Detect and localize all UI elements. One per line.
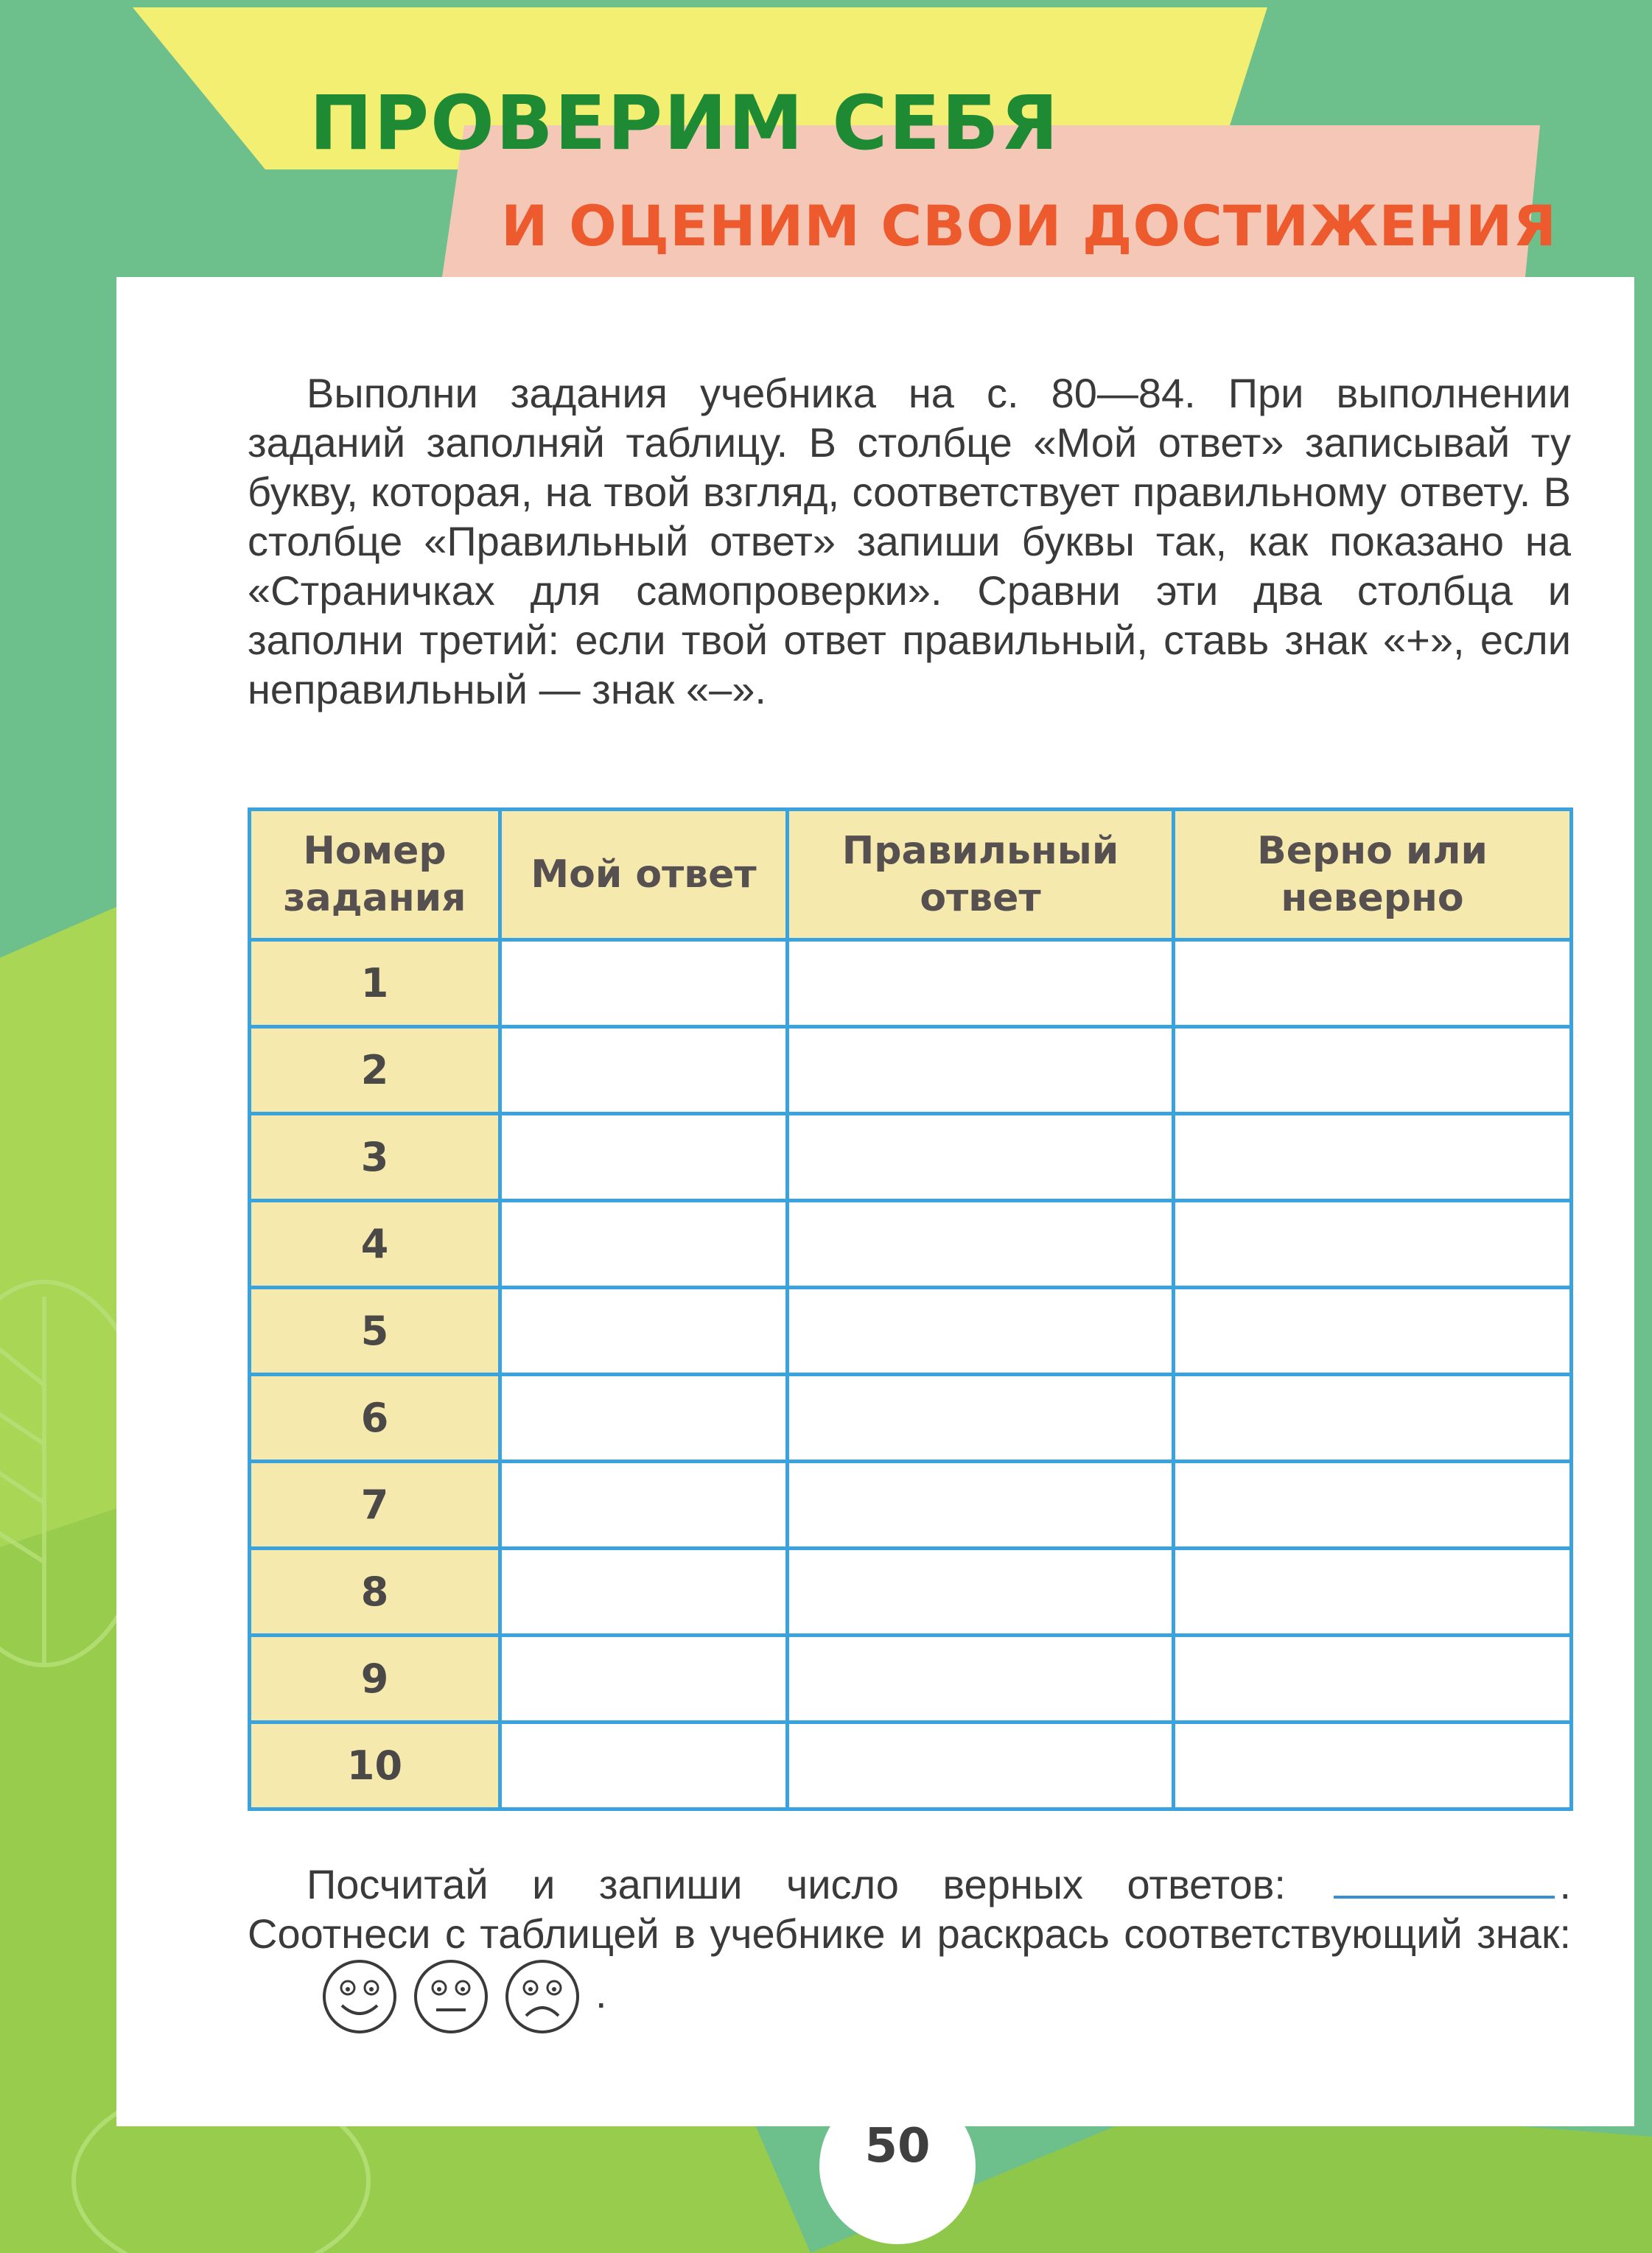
correct-answer-cell[interactable] [788,940,1174,1027]
task-number: 3 [250,1114,500,1201]
smile-face-icon[interactable] [321,1958,398,2035]
task-number: 6 [250,1375,500,1462]
my-answer-cell[interactable] [500,1201,788,1288]
footer-text: Посчитай и запиши число верных ответов: . Соотнеси с таблицей в учебнике и раскрась соответствующий знак:. [248,1860,1571,2035]
task-number: 4 [250,1201,500,1288]
neutral-face-icon[interactable] [413,1958,489,2035]
answers-table [248,807,1573,1811]
table-row [250,1375,1572,1462]
correct-answer-cell[interactable] [788,1636,1174,1723]
result-cell[interactable] [1174,1114,1572,1201]
result-cell[interactable] [1174,1549,1572,1636]
correct-answer-cell[interactable] [788,1462,1174,1549]
table-row [250,1027,1572,1114]
table-row [250,1114,1572,1201]
result-cell[interactable] [1174,1201,1572,1288]
answer-count-blank[interactable] [1334,1890,1555,1899]
table-row [250,1549,1572,1636]
header-my-answer: Мой ответ [500,810,788,940]
page-subtitle: И ОЦЕНИМ СВОИ ДОСТИЖЕНИЯ [501,193,1557,259]
result-cell[interactable] [1174,1462,1572,1549]
result-cell[interactable] [1174,1636,1572,1723]
table-row [250,940,1572,1027]
task-number: 9 [250,1636,500,1723]
my-answer-cell[interactable] [500,1462,788,1549]
correct-answer-cell[interactable] [788,1549,1174,1636]
result-cell[interactable] [1174,1375,1572,1462]
task-number: 2 [250,1027,500,1114]
table-row [250,1288,1572,1375]
task-number: 10 [250,1723,500,1809]
task-number: 7 [250,1462,500,1549]
result-cell[interactable] [1174,1723,1572,1809]
correct-answer-cell[interactable] [788,1375,1174,1462]
task-number: 8 [250,1549,500,1636]
count-prompt: Посчитай и запиши число верных ответов: [307,1861,1286,1907]
my-answer-cell[interactable] [500,940,788,1027]
table-row [250,1723,1572,1809]
page-number-badge [819,2088,976,2244]
header-task-number: Номер задания [250,810,500,940]
my-answer-cell[interactable] [500,1375,788,1462]
my-answer-cell[interactable] [500,1114,788,1201]
my-answer-cell[interactable] [500,1636,788,1723]
correct-answer-cell[interactable] [788,1114,1174,1201]
table-row [250,1636,1572,1723]
correct-answer-cell[interactable] [788,1201,1174,1288]
result-cell[interactable] [1174,940,1572,1027]
page-number: 50 [864,2119,931,2173]
my-answer-cell[interactable] [500,1288,788,1375]
sad-face-icon[interactable] [504,1958,581,2035]
page-title: ПРОВЕРИМ СЕБЯ [309,80,1060,167]
task-number: 1 [250,940,500,1027]
relate-prompt: Соотнеси с таблицей в учебнике и раскрась соответствующий знак: [248,1910,1571,1957]
task-number: 5 [250,1288,500,1375]
my-answer-cell[interactable] [500,1723,788,1809]
correct-answer-cell[interactable] [788,1288,1174,1375]
instructions-text: Выполни задания учебника на с. 80—84. При выполнении заданий заполняй таблицу. В столбце «Мой ответ» записывай ту букву, которая, на твой взгляд, соответствует правильному ответу. В столбце «Правильный ответ» запиши буквы так, как показано на «Страничках для самопроверки». Сравни эти два столбца и заполни третий: если твой ответ правильный, ставь знак «+», если неправильный — знак «–». [248,370,1571,712]
table-row [250,1462,1572,1549]
table-row [250,1201,1572,1288]
my-answer-cell[interactable] [500,1027,788,1114]
result-cell[interactable] [1174,1027,1572,1114]
my-answer-cell[interactable] [500,1549,788,1636]
correct-answer-cell[interactable] [788,1027,1174,1114]
header-right-or-wrong: Верно или неверно [1174,810,1572,940]
correct-answer-cell[interactable] [788,1723,1174,1809]
rating-faces [262,1958,595,2035]
header-correct-answer: Правильный ответ [788,810,1174,940]
result-cell[interactable] [1174,1288,1572,1375]
